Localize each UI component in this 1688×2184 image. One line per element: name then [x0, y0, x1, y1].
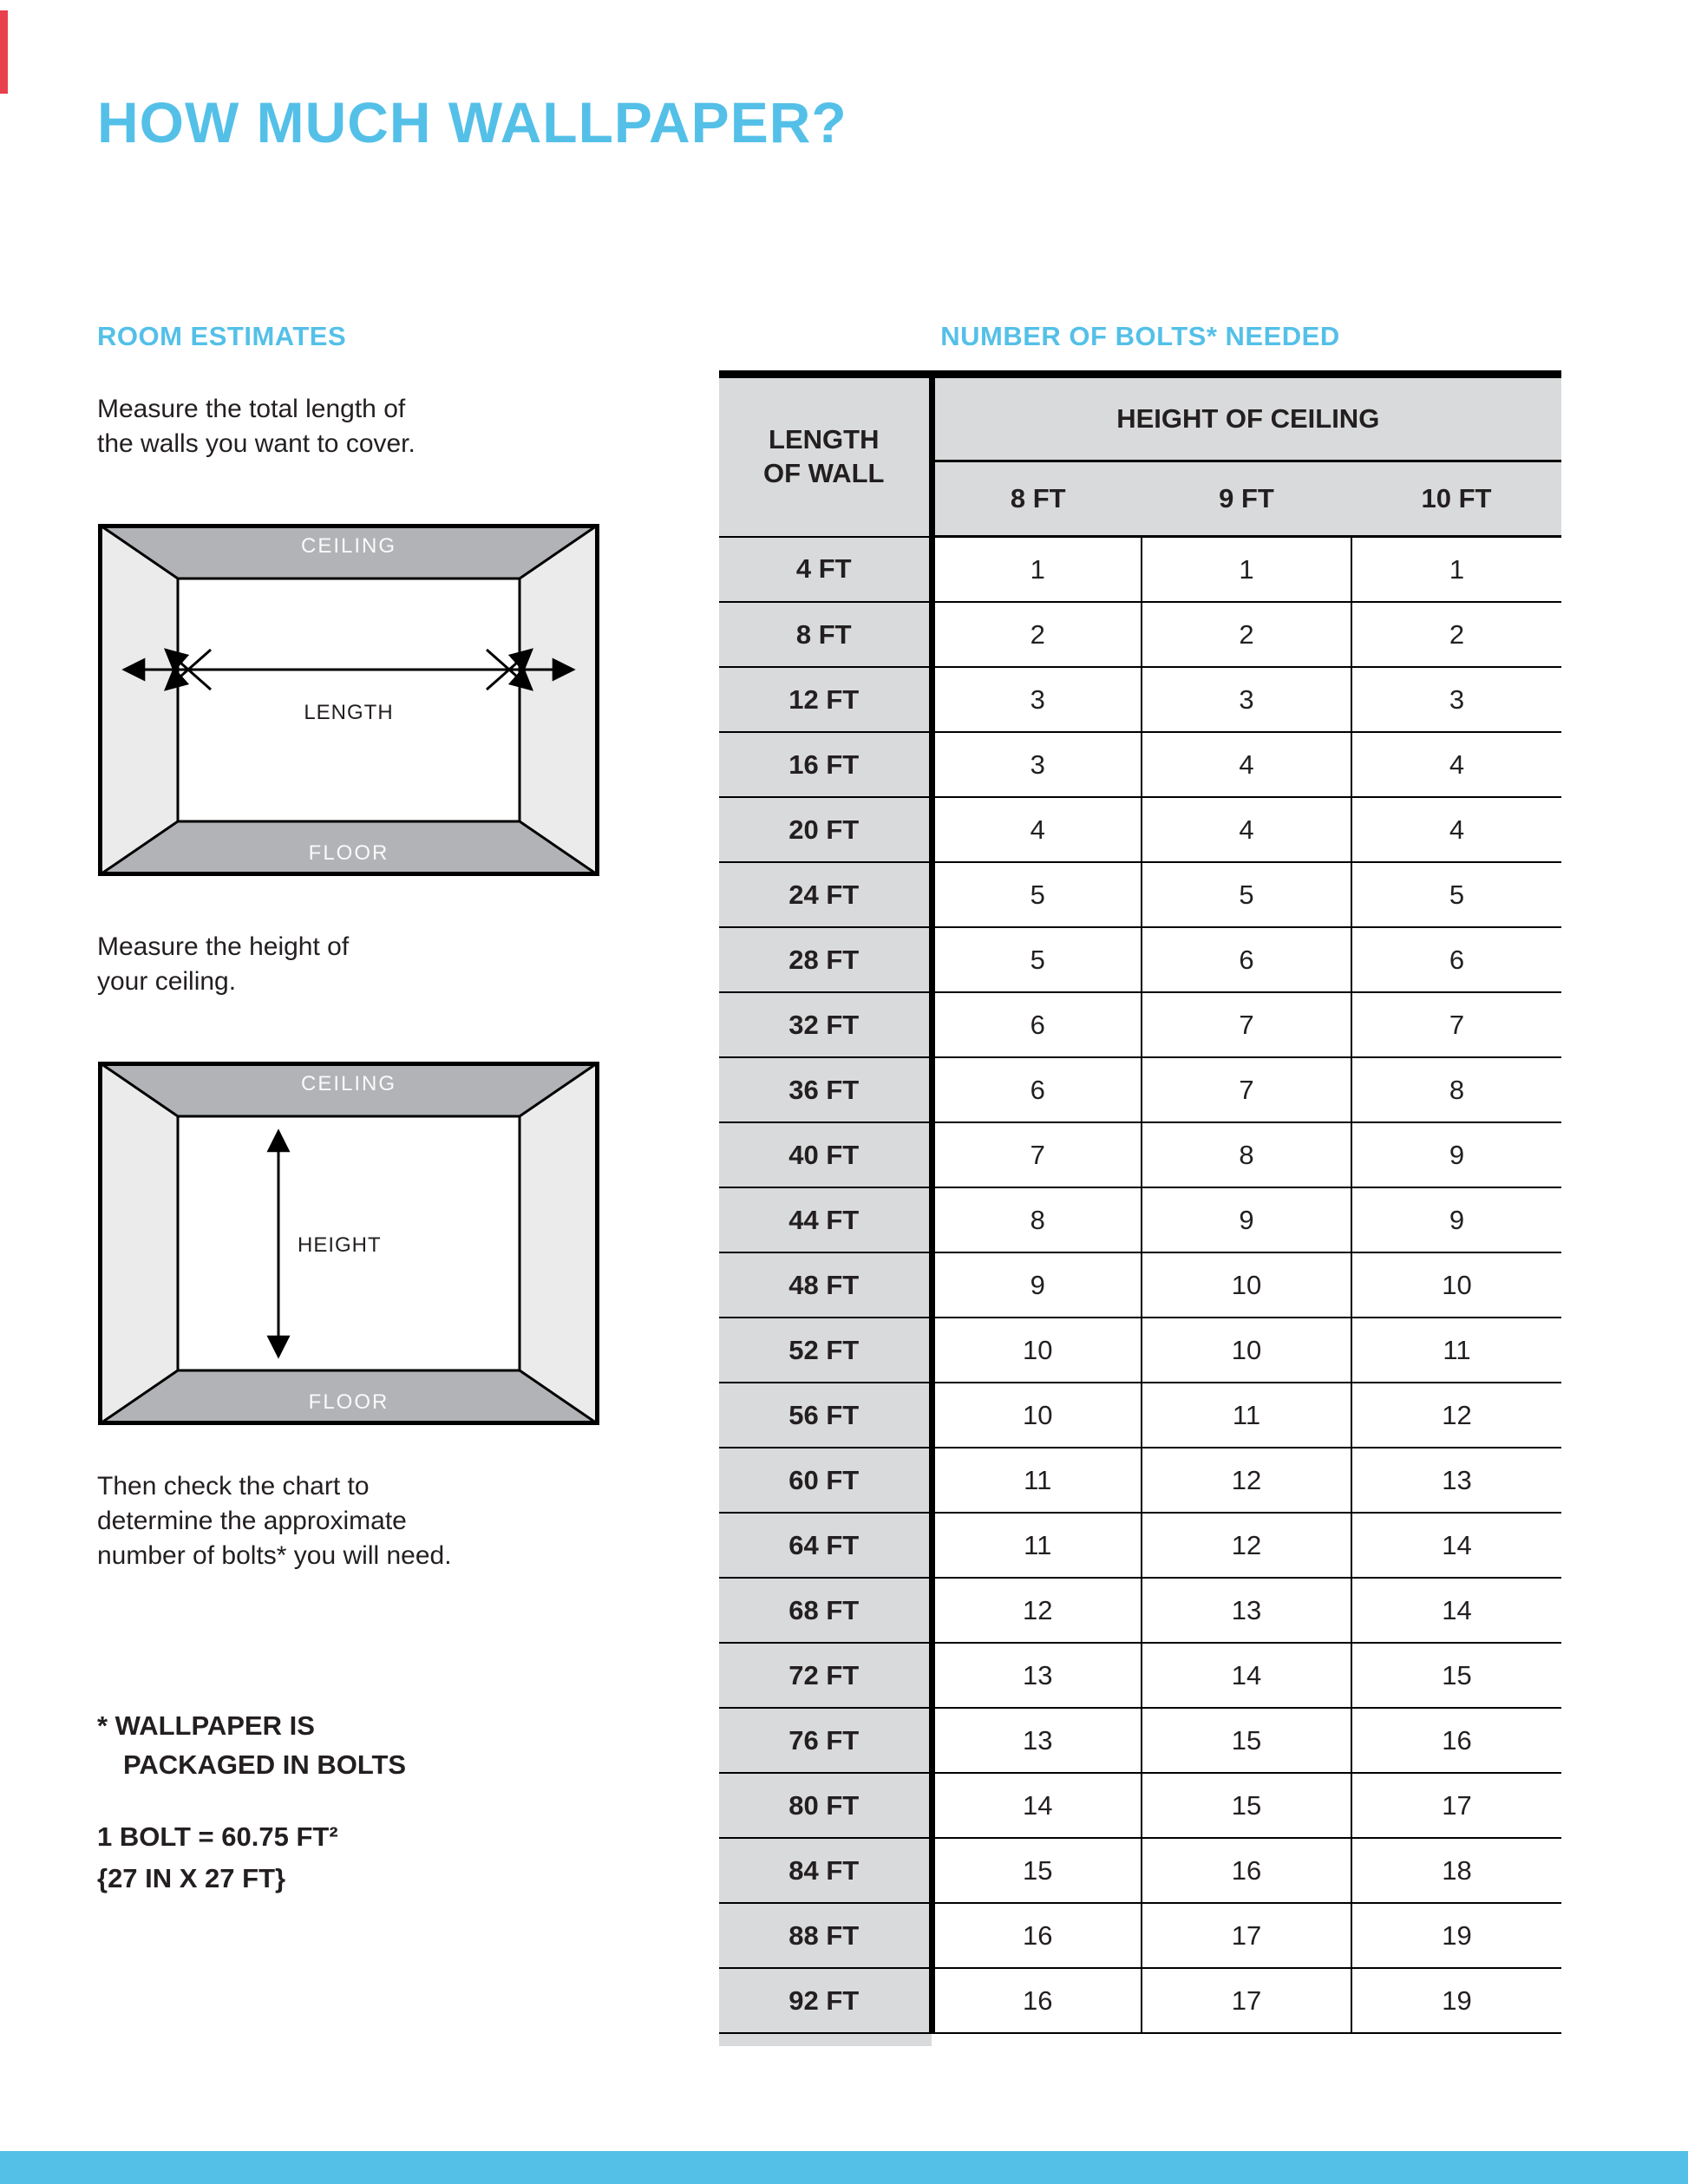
wall-length-cell: 36 FT	[719, 1057, 932, 1122]
ceiling-height-8ft-header: 8 FT	[932, 461, 1142, 537]
table-row	[719, 602, 1561, 667]
wall-length-cell: 16 FT	[719, 732, 932, 797]
bolt-count-cell: 14	[932, 1773, 1142, 1838]
wall-length-cell: 32 FT	[719, 992, 932, 1057]
height-diagram	[98, 1062, 599, 1425]
table-row	[719, 1968, 1561, 2033]
table-row	[719, 1838, 1561, 1903]
bolt-count-cell: 10	[1142, 1318, 1351, 1383]
bolt-count-cell: 3	[932, 667, 1142, 732]
wall-length-cell: 60 FT	[719, 1448, 932, 1513]
table-row	[719, 1513, 1561, 1578]
wall-length-cell: 88 FT	[719, 1903, 932, 1968]
bolt-count-cell: 19	[1351, 1968, 1561, 2033]
floor-label: FLOOR	[308, 841, 389, 865]
bolt-count-cell: 11	[932, 1513, 1142, 1578]
bolt-count-cell: 12	[1142, 1513, 1351, 1578]
bolt-count-cell: 17	[1351, 1773, 1561, 1838]
footer-bar	[0, 2151, 1688, 2184]
bolt-size-line2: {27 IN X 27 FT}	[97, 1863, 286, 1893]
bolt-count-cell: 2	[932, 602, 1142, 667]
bolts-needed-heading: NUMBER OF BOLTS* NEEDED	[940, 321, 1340, 351]
wall-length-cell: 92 FT	[719, 1968, 932, 2033]
wall-length-cell: 12 FT	[719, 667, 932, 732]
bolt-count-cell: 5	[932, 927, 1142, 992]
bolt-count-cell: 7	[932, 1122, 1142, 1187]
bolt-count-cell: 10	[1142, 1252, 1351, 1318]
wall-length-cell: 72 FT	[719, 1643, 932, 1708]
wall-length-cell: 28 FT	[719, 927, 932, 992]
table-row	[719, 1057, 1561, 1122]
bolt-count-cell: 2	[1142, 602, 1351, 667]
table-row	[719, 1643, 1561, 1708]
bolt-count-cell: 3	[1142, 667, 1351, 732]
bolt-count-cell: 15	[932, 1838, 1142, 1903]
step2-text: Measure the height of your ceiling.	[97, 932, 350, 996]
table-row	[719, 1578, 1561, 1643]
table-row	[719, 927, 1561, 992]
bolt-count-cell: 10	[932, 1383, 1142, 1448]
wall-length-cell: 48 FT	[719, 1252, 932, 1318]
bolt-count-cell: 5	[1142, 862, 1351, 927]
bolt-count-cell: 4	[1351, 732, 1561, 797]
bolt-count-cell: 8	[932, 1187, 1142, 1252]
red-accent-mark	[0, 10, 8, 94]
bolt-count-cell: 3	[932, 732, 1142, 797]
table-row	[719, 1903, 1561, 1968]
wall-length-cell: 52 FT	[719, 1318, 932, 1383]
table-row	[719, 1252, 1561, 1318]
wall-length-cell: 44 FT	[719, 1187, 932, 1252]
bolt-count-cell: 9	[932, 1252, 1142, 1318]
length-diagram	[98, 524, 599, 876]
bolt-count-cell: 16	[932, 1968, 1142, 2033]
bolt-count-cell: 11	[1142, 1383, 1351, 1448]
length-of-wall-header: LENGTH OF WALL	[719, 375, 932, 537]
room-estimates-heading: ROOM ESTIMATES	[97, 321, 347, 351]
bolt-count-cell: 7	[1142, 1057, 1351, 1122]
ceiling-label: CEILING	[300, 534, 397, 558]
table-row	[719, 1383, 1561, 1448]
bolt-count-cell: 7	[1351, 992, 1561, 1057]
bolt-count-cell: 16	[932, 1903, 1142, 1968]
bolt-count-cell: 3	[1351, 667, 1561, 732]
left-wall-surface	[98, 1062, 178, 1425]
bolt-count-cell: 14	[1351, 1578, 1561, 1643]
bolt-count-cell: 9	[1351, 1122, 1561, 1187]
table-row	[719, 992, 1561, 1057]
bolt-count-cell: 12	[1351, 1383, 1561, 1448]
bolt-count-cell: 15	[1351, 1643, 1561, 1708]
bolt-count-cell: 13	[1351, 1448, 1561, 1513]
bolt-count-cell: 11	[932, 1448, 1142, 1513]
height-of-ceiling-header: HEIGHT OF CEILING	[932, 375, 1561, 461]
bolt-count-cell: 13	[932, 1708, 1142, 1773]
bolt-count-cell: 19	[1351, 1903, 1561, 1968]
bolt-count-cell: 7	[1142, 992, 1351, 1057]
left-wall-surface	[98, 524, 178, 876]
floor-label: FLOOR	[308, 1390, 389, 1414]
wall-length-cell: 84 FT	[719, 1838, 932, 1903]
table-row	[719, 862, 1561, 927]
bolt-count-cell: 6	[932, 992, 1142, 1057]
bolt-count-cell: 5	[932, 862, 1142, 927]
bolt-count-cell: 11	[1351, 1318, 1561, 1383]
bolt-count-cell: 1	[1142, 537, 1351, 603]
bolts-table-body	[719, 537, 1561, 2034]
bolt-count-cell: 15	[1142, 1708, 1351, 1773]
bolt-count-cell: 8	[1351, 1057, 1561, 1122]
bolt-count-cell: 14	[1142, 1643, 1351, 1708]
wallpaper-note-line1: * WALLPAPER IS	[97, 1710, 315, 1741]
bolt-count-cell: 1	[932, 537, 1142, 603]
bolt-count-cell: 17	[1142, 1968, 1351, 2033]
bolt-count-cell: 8	[1142, 1122, 1351, 1187]
bolt-count-cell: 18	[1351, 1838, 1561, 1903]
back-wall-surface	[178, 579, 520, 821]
height-label: HEIGHT	[298, 1233, 382, 1257]
step3-text: Then check the chart to determine the approximate number of bolts* you will need.	[97, 1472, 452, 1570]
bolt-count-cell: 4	[1142, 797, 1351, 862]
wall-length-cell: 4 FT	[719, 537, 932, 603]
bolt-size-line1: 1 BOLT = 60.75 FT²	[97, 1821, 338, 1852]
bolt-count-cell: 13	[932, 1643, 1142, 1708]
wall-length-cell: 56 FT	[719, 1383, 932, 1448]
bolt-count-cell: 6	[1142, 927, 1351, 992]
ceiling-label: CEILING	[300, 1072, 397, 1095]
bolt-count-cell: 9	[1351, 1187, 1561, 1252]
bolt-count-cell: 10	[1351, 1252, 1561, 1318]
bolt-count-cell: 16	[1142, 1838, 1351, 1903]
ceiling-height-9ft-header: 9 FT	[1142, 461, 1351, 537]
length-diagram-drawing	[98, 524, 599, 876]
wall-length-cell: 64 FT	[719, 1513, 932, 1578]
ceiling-height-10ft-header: 10 FT	[1351, 461, 1561, 537]
bolt-count-cell: 13	[1142, 1578, 1351, 1643]
bolt-count-cell: 16	[1351, 1708, 1561, 1773]
bolt-count-cell: 6	[1351, 927, 1561, 992]
bolt-count-cell: 15	[1142, 1773, 1351, 1838]
table-row	[719, 1773, 1561, 1838]
bolt-count-cell: 14	[1351, 1513, 1561, 1578]
bolt-count-cell: 17	[1142, 1903, 1351, 1968]
bolt-count-cell: 2	[1351, 602, 1561, 667]
table-row	[719, 1122, 1561, 1187]
right-wall-surface	[520, 1062, 599, 1425]
wall-length-cell: 80 FT	[719, 1773, 932, 1838]
bolts-table	[719, 370, 1561, 2046]
wall-length-cell: 40 FT	[719, 1122, 932, 1187]
table-row	[719, 1187, 1561, 1252]
bolt-count-cell: 5	[1351, 862, 1561, 927]
bolt-count-cell: 10	[932, 1318, 1142, 1383]
bolt-count-cell: 6	[932, 1057, 1142, 1122]
length-label: LENGTH	[304, 701, 394, 724]
wall-length-cell: 8 FT	[719, 602, 932, 667]
step1-text: Measure the total length of the walls you want to cover.	[97, 395, 415, 458]
bolt-count-cell: 1	[1351, 537, 1561, 603]
bolt-count-cell: 12	[1142, 1448, 1351, 1513]
table-row	[719, 1448, 1561, 1513]
page-title: HOW MUCH WALLPAPER?	[97, 90, 847, 154]
wall-length-cell: 20 FT	[719, 797, 932, 862]
bolt-count-cell: 4	[932, 797, 1142, 862]
bolt-count-cell: 4	[1142, 732, 1351, 797]
table-row	[719, 797, 1561, 862]
table-row	[719, 1318, 1561, 1383]
bolt-count-cell: 12	[932, 1578, 1142, 1643]
table-row	[719, 667, 1561, 732]
wall-length-cell: 24 FT	[719, 862, 932, 927]
wallpaper-note-line2: PACKAGED IN BOLTS	[123, 1749, 407, 1780]
bolt-count-cell: 4	[1351, 797, 1561, 862]
wall-length-cell: 68 FT	[719, 1578, 932, 1643]
table-footer-stub	[719, 2034, 932, 2046]
table-row	[719, 1708, 1561, 1773]
bolt-count-cell: 9	[1142, 1187, 1351, 1252]
table-row	[719, 537, 1561, 603]
right-wall-surface	[520, 524, 599, 876]
wall-length-cell: 76 FT	[719, 1708, 932, 1773]
table-row	[719, 732, 1561, 797]
